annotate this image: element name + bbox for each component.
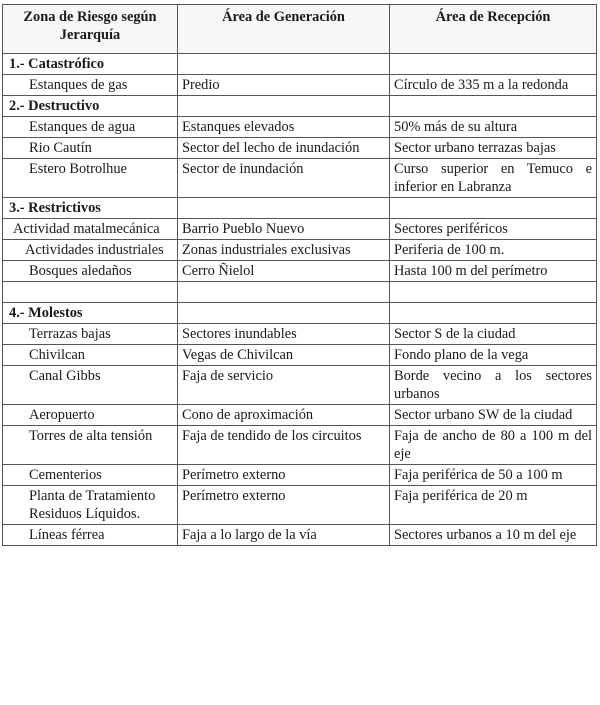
empty-cell bbox=[390, 54, 597, 75]
table-row bbox=[3, 219, 597, 240]
reception-cell: Faja periférica de 50 a 100 m bbox=[390, 465, 597, 486]
reception-cell: Hasta 100 m del perímetro bbox=[390, 261, 597, 282]
risk-zone-table bbox=[2, 4, 597, 546]
generation-cell: Vegas de Chivilcan bbox=[178, 345, 390, 366]
table-row bbox=[3, 426, 597, 465]
category-catastrofico: 1.- Catastrófico bbox=[3, 54, 178, 75]
table-row bbox=[3, 117, 597, 138]
zone-cell: Terrazas bajas bbox=[3, 324, 178, 345]
empty-cell bbox=[178, 96, 390, 117]
zone-cell: Líneas férrea bbox=[3, 525, 178, 546]
reception-cell: Periferia de 100 m. bbox=[390, 240, 597, 261]
zone-cell: Aeropuerto bbox=[3, 405, 178, 426]
generation-cell: Predio bbox=[178, 75, 390, 96]
reception-cell: Sectores urbanos a 10 m del eje bbox=[390, 525, 597, 546]
zone-cell: Planta de Tratamiento Residuos Líquidos. bbox=[3, 486, 178, 525]
zone-cell: Estanques de gas bbox=[3, 75, 178, 96]
generation-cell: Cono de aproximación bbox=[178, 405, 390, 426]
reception-cell: Curso superior en Temuco e inferior en Labranza bbox=[390, 159, 597, 198]
category-restrictivos: 3.- Restrictivos bbox=[3, 198, 178, 219]
risk-zone-table-container bbox=[2, 4, 596, 546]
generation-cell: Sector del lecho de inundación bbox=[178, 138, 390, 159]
generation-cell: Sectores inundables bbox=[178, 324, 390, 345]
reception-cell: 50% más de su altura bbox=[390, 117, 597, 138]
table-row bbox=[3, 75, 597, 96]
category-row bbox=[3, 303, 597, 324]
reception-cell: Círculo de 335 m a la redonda bbox=[390, 75, 597, 96]
reception-cell: Faja de ancho de 80 a 100 m del eje bbox=[390, 426, 597, 465]
generation-cell: Faja de tendido de los circuitos bbox=[178, 426, 390, 465]
reception-cell: Sector S de la ciudad bbox=[390, 324, 597, 345]
table-row bbox=[3, 486, 597, 525]
zone-cell: Bosques aledaños bbox=[3, 261, 178, 282]
category-destructivo: 2.- Destructivo bbox=[3, 96, 178, 117]
category-row bbox=[3, 96, 597, 117]
empty-cell bbox=[390, 303, 597, 324]
reception-cell: Fondo plano de la vega bbox=[390, 345, 597, 366]
zone-cell: Actividades industriales bbox=[3, 240, 178, 261]
zone-cell: Cementerios bbox=[3, 465, 178, 486]
table-row bbox=[3, 345, 597, 366]
reception-cell: Faja periférica de 20 m bbox=[390, 486, 597, 525]
reception-cell: Borde vecino a los sectores urbanos bbox=[390, 366, 597, 405]
header-zone: Zona de Riesgo según Jerarquía bbox=[3, 5, 178, 54]
reception-cell: Sector urbano terrazas bajas bbox=[390, 138, 597, 159]
zone-cell: Estanques de agua bbox=[3, 117, 178, 138]
zone-cell: Estero Botrolhue bbox=[3, 159, 178, 198]
zone-cell: Torres de alta tensión bbox=[3, 426, 178, 465]
table-row bbox=[3, 405, 597, 426]
generation-cell: Cerro Ñielol bbox=[178, 261, 390, 282]
empty-cell bbox=[390, 198, 597, 219]
empty-cell bbox=[390, 96, 597, 117]
generation-cell: Perímetro externo bbox=[178, 465, 390, 486]
spacer-row bbox=[3, 282, 597, 303]
generation-cell: Sector de inundación bbox=[178, 159, 390, 198]
reception-cell: Sectores periféricos bbox=[390, 219, 597, 240]
table-row bbox=[3, 465, 597, 486]
empty-cell bbox=[178, 303, 390, 324]
empty-cell bbox=[390, 282, 597, 303]
table-row bbox=[3, 525, 597, 546]
header-generation: Área de Generación bbox=[178, 5, 390, 54]
zone-cell: Rio Cautín bbox=[3, 138, 178, 159]
empty-cell bbox=[178, 282, 390, 303]
generation-cell: Perímetro externo bbox=[178, 486, 390, 525]
category-molestos: 4.- Molestos bbox=[3, 303, 178, 324]
generation-cell: Faja a lo largo de la vía bbox=[178, 525, 390, 546]
zone-cell: Canal Gibbs bbox=[3, 366, 178, 405]
empty-cell bbox=[178, 54, 390, 75]
generation-cell: Estanques elevados bbox=[178, 117, 390, 138]
header-row bbox=[3, 5, 597, 54]
empty-cell bbox=[3, 282, 178, 303]
table-row bbox=[3, 261, 597, 282]
category-row bbox=[3, 54, 597, 75]
generation-cell: Faja de servicio bbox=[178, 366, 390, 405]
table-row bbox=[3, 324, 597, 345]
table-row bbox=[3, 138, 597, 159]
generation-cell: Zonas industriales exclusivas bbox=[178, 240, 390, 261]
table-row bbox=[3, 366, 597, 405]
table-row bbox=[3, 240, 597, 261]
zone-cell: Actividad matalmecánica bbox=[3, 219, 178, 240]
table-row bbox=[3, 159, 597, 198]
category-row bbox=[3, 198, 597, 219]
empty-cell bbox=[178, 198, 390, 219]
generation-cell: Barrio Pueblo Nuevo bbox=[178, 219, 390, 240]
zone-cell: Chivilcan bbox=[3, 345, 178, 366]
header-reception: Área de Recepción bbox=[390, 5, 597, 54]
reception-cell: Sector urbano SW de la ciudad bbox=[390, 405, 597, 426]
